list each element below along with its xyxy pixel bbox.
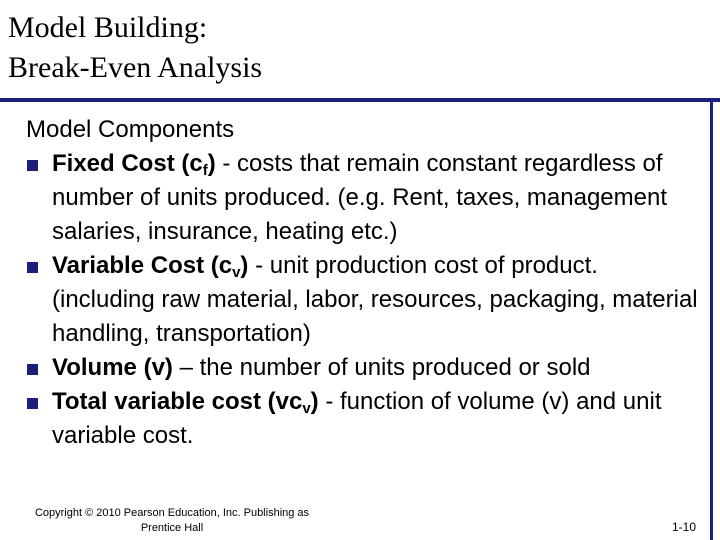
slide-title-line-2: Break-Even Analysis (8, 51, 263, 84)
right-edge-bar (710, 102, 713, 540)
slide-body (26, 113, 706, 453)
slide-title-line-1: Model Building: (8, 11, 208, 44)
bullet-item-total-variable-cost (26, 385, 706, 453)
square-bullet-icon (27, 262, 38, 273)
square-bullet-icon (27, 398, 38, 409)
page-number: 1-10 (672, 520, 697, 534)
bullet-term: Volume (v) (52, 354, 173, 381)
bullet-item-volume (26, 351, 706, 385)
copyright-line-1: Copyright © 2010 Pearson Education, Inc. Publishing as (34, 507, 310, 519)
bullet-text: - costs that remain constant regardless of number of units produced. (e.g. Rent, taxes, management salaries, insurance, heating etc.) (52, 150, 668, 245)
bullet-text: - unit production cost of product. (including raw material, labor, resources, packaging, material handling, transportation) (52, 252, 698, 347)
copyright-notice (22, 506, 322, 536)
bullet-item-variable-cost (26, 249, 706, 351)
square-bullet-icon (27, 160, 38, 171)
bullet-term: Variable Cost $(c_v)$ (52, 252, 249, 281)
bullet-term: Total variable cost $(vc_v)$ (52, 388, 319, 417)
bullet-item-fixed-cost (26, 147, 706, 249)
section-heading: Model Components (26, 116, 235, 143)
slide-title (8, 8, 708, 88)
title-divider (0, 98, 720, 102)
bullet-term: Fixed Cost $(c_f)$ (52, 150, 216, 179)
bullet-text: – the number of units produced or sold (172, 354, 591, 381)
bullet-list (26, 147, 706, 453)
square-bullet-icon (27, 364, 38, 375)
copyright-line-2: Prentice Hall (140, 522, 204, 534)
bullet-text: - function of volume (v) and unit variable cost. (52, 388, 662, 449)
